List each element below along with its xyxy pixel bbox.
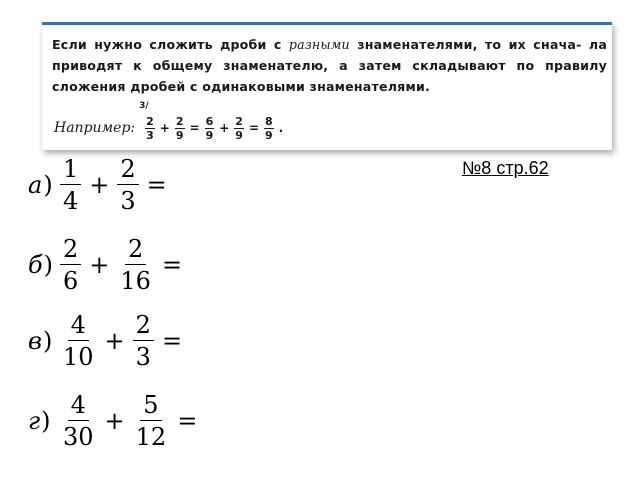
fraction-first bbox=[60, 310, 97, 373]
rule-line1-b: знаменателями, то их снача- bbox=[357, 37, 582, 52]
numerator: 2 bbox=[60, 234, 81, 265]
numerator: 1 bbox=[60, 154, 81, 185]
rule-line3: сложения дробей с одинаковыми знаменателями. bbox=[52, 79, 430, 94]
example-equals-1: = bbox=[189, 121, 200, 135]
example-f3-den: 9 bbox=[205, 128, 214, 142]
plus-sign: + bbox=[104, 327, 125, 355]
fraction-second bbox=[133, 390, 170, 453]
example-fraction-2 bbox=[175, 115, 185, 142]
fraction-first bbox=[60, 154, 81, 217]
plus-sign: + bbox=[89, 251, 110, 279]
example-equals-2: = bbox=[248, 121, 259, 135]
rule-text bbox=[52, 34, 607, 97]
example-f3-num: 6 bbox=[205, 114, 214, 128]
numerator: 2 bbox=[125, 234, 146, 265]
equals-sign: = bbox=[177, 407, 198, 435]
example-multiplier: 3/ bbox=[139, 100, 149, 111]
rule-line2: ла приводят к общему знаменателю, а затем складывают по правилу bbox=[52, 37, 608, 73]
problem-g bbox=[28, 386, 203, 456]
fraction-second bbox=[117, 234, 154, 297]
rule-top-line bbox=[42, 22, 612, 25]
numerator: 4 bbox=[68, 390, 89, 421]
rule-example bbox=[54, 100, 286, 148]
problem-label: г) bbox=[28, 407, 51, 435]
denominator: 4 bbox=[63, 186, 79, 215]
example-plus-2: + bbox=[219, 121, 230, 135]
problem-a bbox=[28, 150, 173, 220]
example-f5-den: 9 bbox=[265, 128, 273, 142]
example-f1-den: 3 bbox=[146, 128, 154, 142]
rule-line1-emphasis: разными bbox=[288, 37, 350, 52]
denominator: 10 bbox=[63, 342, 94, 371]
numerator: 2 bbox=[117, 154, 138, 185]
example-f2-num: 2 bbox=[175, 114, 184, 128]
example-f4-num: 2 bbox=[235, 114, 243, 128]
numerator: 5 bbox=[140, 390, 161, 421]
example-plus-1: + bbox=[159, 121, 170, 135]
equals-sign: = bbox=[161, 251, 183, 279]
problem-label: а) bbox=[28, 171, 53, 199]
equals-sign: = bbox=[161, 327, 183, 355]
plus-sign: + bbox=[89, 171, 110, 199]
fraction-second bbox=[133, 310, 154, 373]
example-label: Например: bbox=[54, 120, 136, 136]
denominator: 3 bbox=[120, 186, 136, 215]
rule-box bbox=[42, 22, 612, 150]
plus-sign: + bbox=[104, 407, 125, 435]
denominator: 12 bbox=[135, 422, 167, 451]
denominator: 16 bbox=[120, 266, 151, 295]
example-fraction-4 bbox=[234, 115, 244, 142]
equals-sign: = bbox=[146, 171, 167, 199]
example-f1-num: 2 bbox=[146, 114, 154, 128]
problem-label: в) bbox=[28, 327, 53, 355]
denominator: 6 bbox=[63, 266, 79, 295]
denominator: 30 bbox=[63, 422, 94, 451]
numerator: 4 bbox=[68, 310, 89, 341]
fraction-first bbox=[60, 390, 97, 453]
example-fraction-5 bbox=[264, 115, 274, 142]
example-f4-den: 9 bbox=[235, 128, 243, 142]
example-f5-num: 8 bbox=[265, 114, 273, 128]
example-fraction-1 bbox=[139, 100, 155, 142]
rule-line1-a: Если нужно сложить дроби с bbox=[52, 37, 282, 52]
example-period: . bbox=[278, 121, 284, 135]
problem-label: б) bbox=[28, 251, 54, 279]
numerator: 2 bbox=[133, 310, 154, 341]
fraction-first bbox=[60, 234, 81, 297]
exercise-reference: №8 стр.62 bbox=[462, 158, 549, 178]
example-f2-den: 9 bbox=[175, 128, 184, 142]
problem-v bbox=[28, 306, 188, 376]
fraction-second bbox=[117, 154, 138, 217]
example-fraction-3 bbox=[205, 115, 215, 142]
denominator: 3 bbox=[135, 342, 151, 371]
problem-b bbox=[28, 230, 188, 300]
